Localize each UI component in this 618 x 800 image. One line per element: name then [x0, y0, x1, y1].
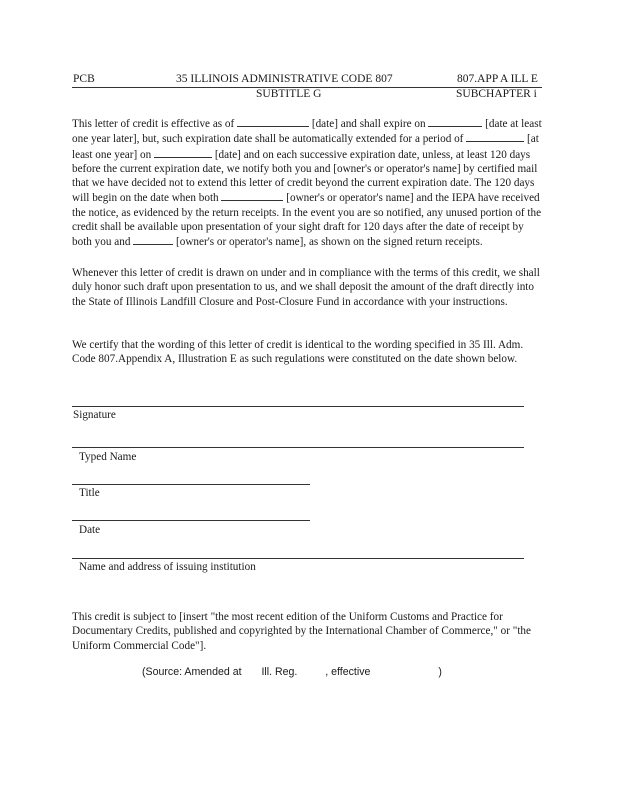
institution-label: Name and address of issuing institution [79, 561, 256, 573]
paragraph-subject-to: This credit is subject to [insert "the most recent edition of the Uniform Customs and Practice for Documentary Credits, published and copyrighted by the International Chamber of Commerce," or "the Uniform Commercial Code"]. [72, 611, 531, 652]
header-right-top: 807.APP A ILL E [457, 73, 538, 85]
p1-text-6: [owner's or operator's name] and the IEPA have received the notice, as evidenced by the return receipts. In the event you are so notified, any unused portion of the credit shall be available upon presentation of your sight draft for 120 days after the date of receipt by both you and [72, 192, 542, 249]
date-line [72, 520, 310, 521]
p1-text-1: This letter of credit is effective as of [72, 118, 235, 130]
source-note [142, 666, 442, 678]
blank-owner-name-1 [221, 190, 283, 201]
source-open: (Source: Amended at [142, 666, 242, 678]
title-line [72, 484, 310, 485]
header-right-bottom: SUBCHAPTER i [456, 88, 537, 100]
blank-effective-date [237, 116, 309, 127]
blank-expire-date [428, 116, 482, 127]
blank-extension-period [466, 131, 524, 142]
source-close: ) [438, 666, 442, 678]
header-center-bottom: SUBTITLE G [256, 88, 322, 100]
paragraph-certification: We certify that the wording of this letter of credit is identical to the wording specified in 35 Ill. Adm. Code 807.Appendix A, Illustration E as such regulations were constituted on the date shown below. [72, 339, 524, 366]
signature-label: Signature [73, 409, 116, 421]
typed-name-line [72, 447, 524, 448]
header-center-top: 35 ILLINOIS ADMINISTRATIVE CODE 807 [176, 73, 393, 85]
p1-text-2: [date] and shall expire on [311, 118, 426, 130]
header-left: PCB [73, 73, 95, 85]
institution-line [72, 558, 524, 559]
paragraph-effective-dates [72, 116, 546, 250]
p1-text-7: [owner's or operator's name], as shown on the signed return receipts. [176, 236, 483, 249]
source-effective: , effective [325, 666, 371, 678]
title-label: Title [79, 487, 100, 499]
date-label: Date [79, 524, 101, 536]
source-reg: Ill. Reg. [261, 666, 298, 678]
p1-text-4: [at least one year] on [72, 133, 539, 161]
p1-text-5: [date] and on each successive expiration date, unless, at least 120 days before the current expiration date, we notify both you and [owner's or operator's name] by certified mail that we have decided not to extend this letter of credit beyond the current expiration date. The 120 days will begin on the date when both [72, 148, 538, 205]
p1-text-3: [date at least one year later], but, such expiration date shall be automatically extended for a period of [72, 118, 542, 146]
blank-owner-name-2 [133, 234, 173, 245]
blank-extension-date [154, 147, 212, 158]
signature-line [72, 406, 524, 407]
typed-name-label: Typed Name [79, 451, 137, 463]
paragraph-draft-honor: Whenever this letter of credit is drawn on under and in compliance with the terms of this credit, we shall duly honor such draft upon presentation to us, and we shall deposit the amount of the draft directly into the State of Illinois Landfill Closure and Post-Closure Fund in accordance with your instructions. [72, 267, 540, 308]
